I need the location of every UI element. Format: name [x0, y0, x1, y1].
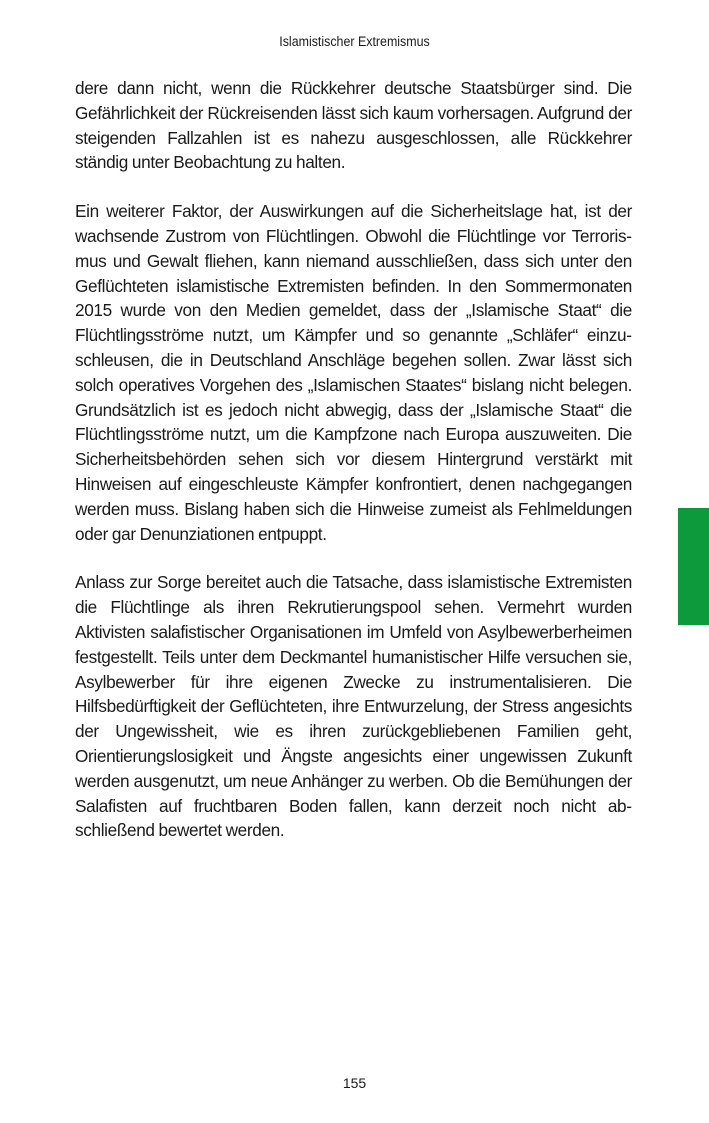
chapter-thumb-tab: [678, 508, 709, 625]
running-header: Islamistischer Extremismus: [279, 34, 430, 49]
paragraph-2: Ein weiterer Faktor, der Auswirkungen auf die Sicherheitslage hat, ist der wachsende Zustrom von Flüchtlingen. Obwohl die Flüchtlinge vor Terrorismus und Gewalt fliehen, kann niemand ausschließen, dass sich unter den Geflüchteten islamistische Extremisten befinden. In den Sommermonaten 2015 wurde von den Medien gemeldet, dass der „Islamische Staat“ die Flüchtlingsströme nutzt, um Kämpfer und so genannte „Schläfer“ einzuschleusen, die in Deutschland Anschläge begehen sollen. Zwar lässt sich solch operatives Vorgehen des „Islamischen Staates“ bislang nicht belegen. Grundsätzlich ist es jedoch nicht abwegig, dass der „Islamische Staat“ die Flüchtlingsströme nutzt, um die Kampfzone nach Europa auszuweiten. Die Sicherheitsbehörden sehen sich vor diesem Hintergrund verstärkt mit Hinweisen auf eingeschleuste Kämpfer konfrontiert, denen nachgegangen werden muss. Bislang haben sich die Hinweise zumeist als Fehlmeldungen oder gar Denunziationen entpuppt.: [75, 201, 632, 544]
page-number: 155: [342, 1075, 367, 1091]
paragraph-1: dere dann nicht, wenn die Rückkehrer deutsche Staatsbürger sind. Die Gefährlichkeit der Rückreisenden lässt sich kaum vorhersagen. Aufgrund der steigenden Fallzahlen ist es nahezu ausgeschlossen, alle Rückkehrer ständig unter Beobachtung zu halten.: [75, 78, 632, 173]
body-text: [75, 76, 632, 867]
paragraph-3: Anlass zur Sorge bereitet auch die Tatsache, dass islamistische Extremisten die Flüchtlinge als ihren Rekrutierungspool sehen. Vermehrt wurden Aktivisten salafistischer Organisationen im Umfeld von Asylbewerberheimen festgestellt. Teils unter dem Deckmantel humanistischer Hilfe versuchen sie, Asylbewerber für ihre eigenen Zwecke zu instrumentalisieren. Die Hilfsbedürftigkeit der Geflüchteten, ihre Entwurzelung, der Stress angesichts der Ungewissheit, wie es ihren zurückgebliebenen Familien geht, Orientierungslosigkeit und Ängste angesichts einer ungewissen Zukunft werden ausgenutzt, um neue Anhänger zu werben. Ob die Bemühungen der Salafisten auf fruchtbaren Boden fallen, kann derzeit noch nicht abschließend bewertet werden.: [75, 572, 632, 841]
